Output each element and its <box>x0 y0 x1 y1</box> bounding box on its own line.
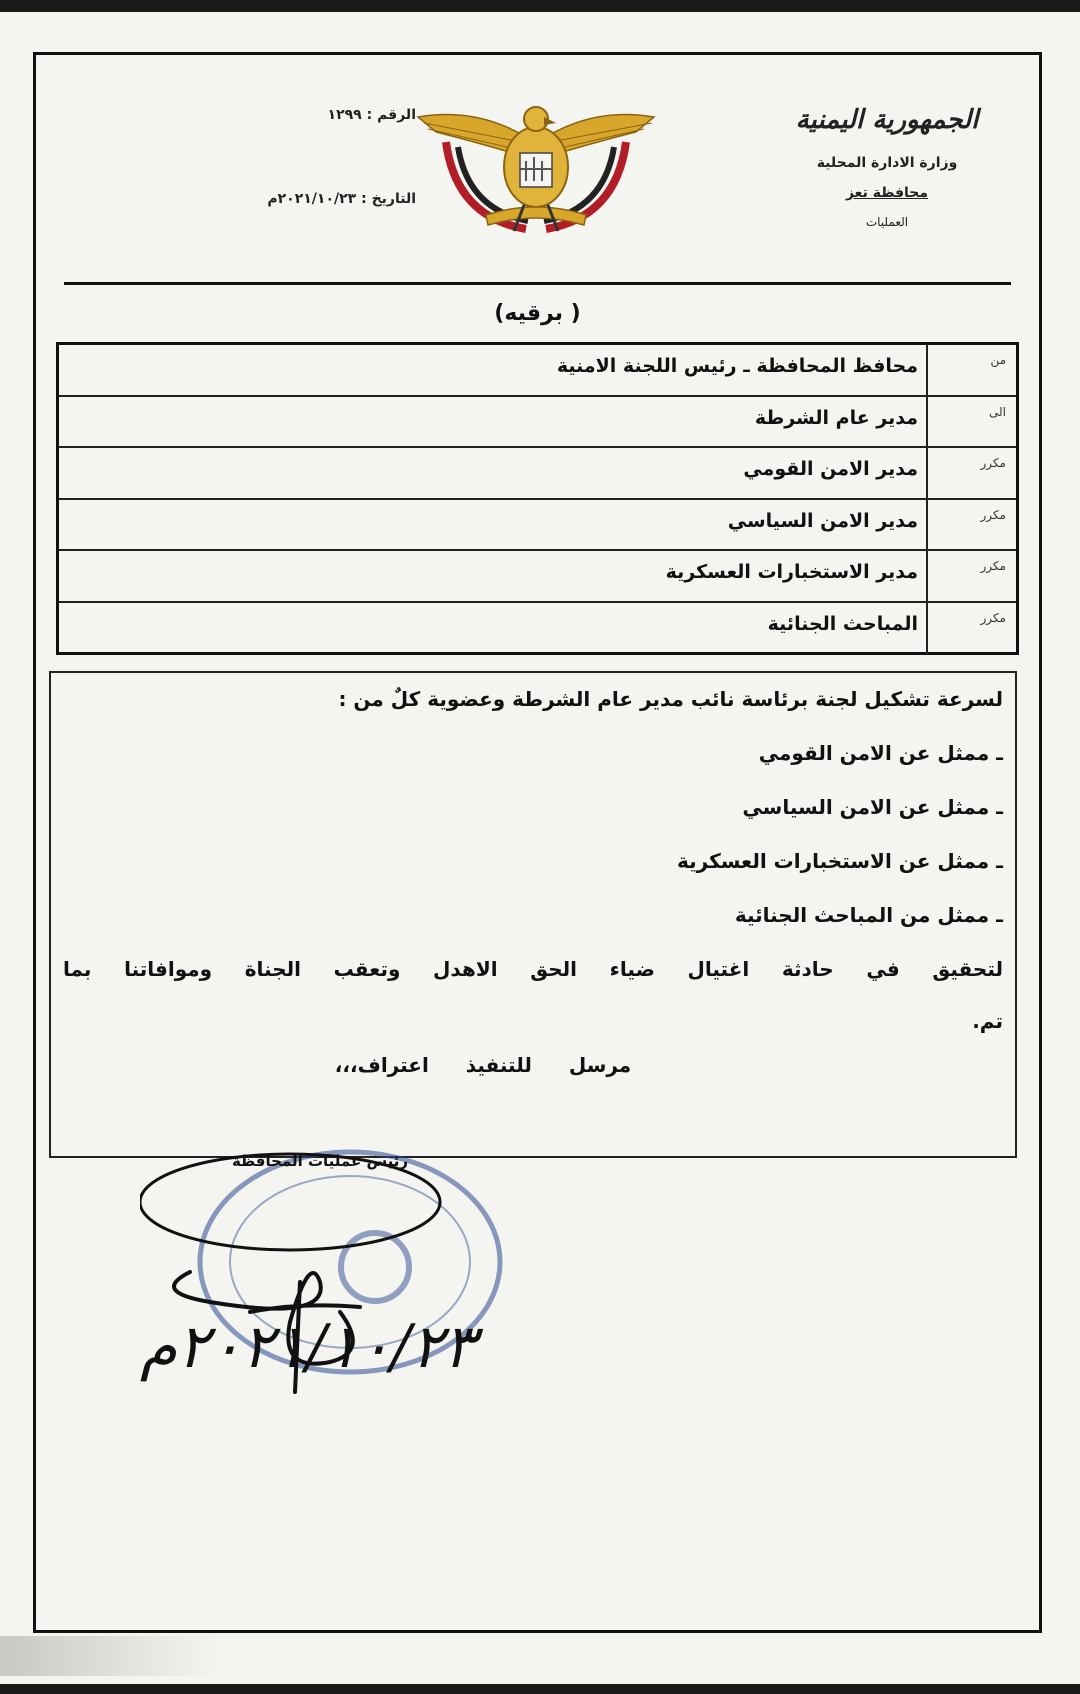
routing-row-from <box>59 345 1016 397</box>
routing-value: محافظ المحافظة ـ رئيس اللجنة الامنية <box>556 355 918 377</box>
member-item: ـ ممثل عن الامن السياسي <box>742 795 1003 819</box>
handwritten-date: ٢٠٢١/١٠/٢٣م <box>140 1312 476 1382</box>
routing-row-cc <box>59 551 1016 603</box>
governorate-name: محافظة تعز <box>845 185 929 201</box>
yemen-eagle-emblem-icon <box>416 97 656 237</box>
routing-value: مدير الامن السياسي <box>727 509 918 532</box>
number-value: ١٢٩٩ <box>327 107 362 123</box>
body-intro: لسرعة تشكيل لجنة برئاسة نائب مدير عام الشرطة وعضوية كلٌ من : <box>338 687 1003 711</box>
document-page <box>0 12 1080 1684</box>
ministry-name: وزارة الادارة المحلية <box>816 155 958 171</box>
letterhead <box>787 105 987 229</box>
routing-label: مكرر <box>926 603 1016 655</box>
routing-row-cc <box>59 603 1016 655</box>
message-body <box>49 671 1017 1158</box>
header-divider <box>64 282 1011 285</box>
date-label: التاريخ <box>371 191 416 207</box>
member-item: ـ ممثل عن الاستخبارات العسكرية <box>676 849 1003 873</box>
body-closing: مرسل للتنفيذ اعتراف،،، <box>334 1053 632 1077</box>
routing-row-to <box>59 397 1016 449</box>
department-name: العمليات <box>865 215 909 229</box>
routing-value: مدير الامن القومي <box>743 458 918 480</box>
routing-value: مدير الاستخبارات العسكرية <box>665 561 918 583</box>
reference-block <box>116 107 416 275</box>
stamp-title: رئيس عمليات المحافظة <box>231 1152 409 1170</box>
republic-name: الجمهورية اليمنية <box>795 105 979 135</box>
routing-label: مكرر <box>926 500 1016 550</box>
date-value: ٢٠٢١/١٠/٢٣م <box>267 191 357 207</box>
member-item: ـ ممثل عن الامن القومي <box>758 741 1003 765</box>
document-title: ( برقيه) <box>494 301 581 326</box>
reference-date: التاريخ : ٢٠٢١/١٠/٢٣م <box>267 191 416 207</box>
routing-value: مدير عام الشرطة <box>754 406 918 429</box>
body-investigation: لتحقيق في حادثة اغتيال ضياء الحق الاهدل وتعقب الجناة وموافاتنا بما <box>63 957 1003 981</box>
routing-label: من <box>926 345 1016 395</box>
scan-shadow <box>0 1636 220 1676</box>
routing-value: المباحث الجنائية <box>767 612 918 635</box>
routing-label: مكرر <box>926 448 1016 498</box>
routing-row-cc <box>59 448 1016 500</box>
number-label: الرقم <box>377 107 416 123</box>
reference-number: الرقم : ١٢٩٩ <box>327 107 416 123</box>
body-end: تم. <box>972 1009 1003 1033</box>
routing-label: مكرر <box>926 551 1016 601</box>
routing-label: الى <box>926 397 1016 447</box>
routing-table <box>56 342 1019 655</box>
routing-row-cc <box>59 500 1016 552</box>
member-item: ـ ممثل من المباحث الجنائية <box>734 903 1003 927</box>
